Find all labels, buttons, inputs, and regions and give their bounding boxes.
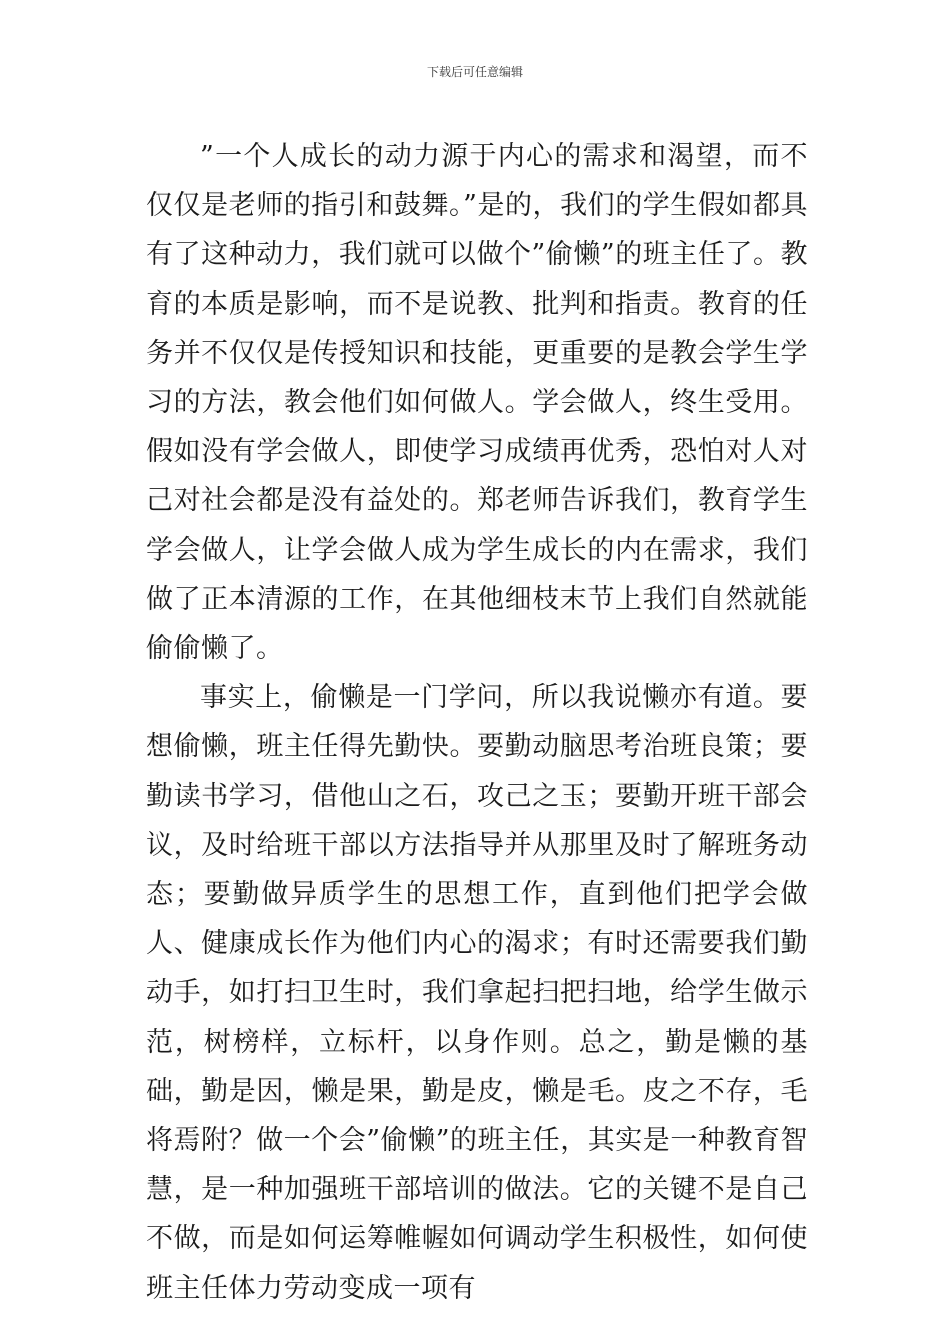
paragraph: 事实上，偷懒是一门学问，所以我说懒亦有道。要想偷懒，班主任得先勤快。要勤动脑思考治班良策；要勤读书学习，借他山之石，攻己之玉；要勤开班干部会议，及时给班干部以方法指导并从那里及时了解班务动态；要勤做异质学生的思想工作，直到他们把学会做人、健康成长作为他们内心的渴求；有时还需要我们勤动手，如打扫卫生时，我们拿起扫把扫地，给学生做示范，树榜样，立标杆，以身作则。总之，勤是懒的基础，勤是因，懒是果，勤是皮，懒是毛。皮之不存，毛将焉附？做一个会”偷懒”的班主任，其实是一种教育智慧，是一种加强班干部培训的做法。它的关键不是自己不做，而是如何运筹帷幄如何调动学生积极性，如何使班主任体力劳动变成一项有 (146, 682, 808, 1304)
page-header-note: 下载后可任意编辑 (426, 65, 523, 79)
paragraph: ”一个人成长的动力源于内心的需求和渴望，而不仅仅是老师的指引和鼓舞。”是的，我们的学生假如都具有了这种动力，我们就可以做个”偷懒”的班主任了。教育的本质是影响，而不是说教、批判和指责。教育的任务并不仅仅是传授知识和技能，更重要的是教会学生学习的方法，教会他们如何做人。学会做人，终生受用。假如没有学会做人，即使学习成绩再优秀，恐怕对人对己对社会都是没有益处的。郑老师告诉我们，教育学生学会做人，让学会做人成为学生成长的内在需求，我们做了正本清源的工作，在其他细枝末节上我们自然就能偷偷懒了。 (146, 141, 808, 665)
document-body (146, 132, 808, 1313)
